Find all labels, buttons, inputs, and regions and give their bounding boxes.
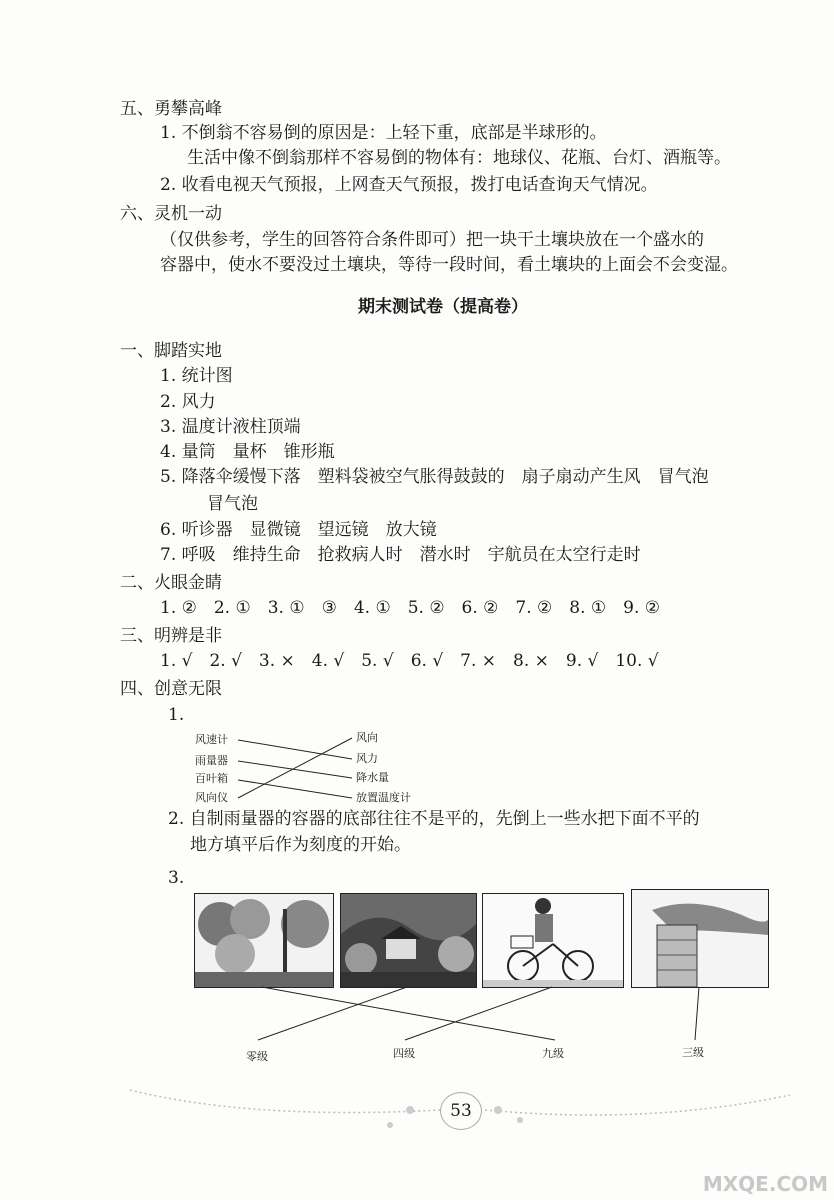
watermark: MXQE.COM bbox=[702, 1172, 828, 1196]
match-left-4: 风向仪 bbox=[195, 791, 228, 804]
match-right-3: 降水量 bbox=[356, 771, 389, 784]
match-right-2: 风力 bbox=[356, 752, 378, 765]
q1-item-4: 4. 量筒 量杯 锥形瓶 bbox=[160, 442, 335, 462]
match-right-1: 风向 bbox=[356, 731, 378, 744]
match-right-4: 放置温度计 bbox=[356, 791, 411, 804]
exam-title: 期末测试卷（提高卷） bbox=[358, 297, 528, 317]
match-left-3: 百叶箱 bbox=[195, 772, 228, 785]
q3-answers: 1. √ 2. √ 3. × 4. √ 5. √ 6. √ 7. × 8. × 9. √ 10. √ bbox=[160, 651, 659, 671]
q1-item-6: 6. 听诊器 显微镜 望远镜 放大镜 bbox=[160, 520, 437, 540]
sec5-line-2: 生活中像不倒翁那样不容易倒的物体有：地球仪、花瓶、台灯、酒瓶等。 bbox=[187, 148, 731, 168]
q3-heading: 三、明辨是非 bbox=[120, 626, 222, 646]
level-label-2: 四级 bbox=[393, 1047, 415, 1060]
level-label-1: 零级 bbox=[246, 1050, 268, 1063]
q1-item-3: 3. 温度计液柱顶端 bbox=[160, 417, 301, 437]
q1-heading: 一、脚踏实地 bbox=[120, 341, 222, 361]
q4-item-1-number: 1. bbox=[168, 705, 185, 725]
q1-item-7: 7. 呼吸 维持生命 抢救病人时 潜水时 宇航员在太空行走时 bbox=[160, 545, 641, 565]
page-number: 53 bbox=[440, 1092, 482, 1130]
sec5-line-3: 2. 收看电视天气预报，上网查天气预报，拨打电话查询天气情况。 bbox=[160, 175, 658, 195]
q4-item-2-line-1: 2. 自制雨量器的容器的底部往往不是平的，先倒上一些水把下面不平的 bbox=[168, 809, 700, 829]
q1-item-2: 2. 风力 bbox=[160, 392, 216, 412]
q1-item-5-cont: 冒气泡 bbox=[207, 494, 258, 514]
match-left-1: 风速计 bbox=[195, 733, 228, 746]
sec6-line-2: 容器中，使水不要没过土壤块，等待一段时间，看土壤块的上面会不会变湿。 bbox=[160, 255, 738, 275]
q2-heading: 二、火眼金睛 bbox=[120, 573, 222, 593]
q4-item-2-line-2: 地方填平后作为刻度的开始。 bbox=[190, 835, 411, 855]
match-left-2: 雨量器 bbox=[195, 754, 228, 767]
section-6-heading: 六、灵机一动 bbox=[120, 204, 222, 224]
level-label-3: 九级 bbox=[542, 1047, 564, 1060]
q4-heading: 四、创意无限 bbox=[120, 679, 222, 699]
sec6-line-1: （仅供参考，学生的回答符合条件即可）把一块干土壤块放在一个盛水的 bbox=[160, 230, 704, 250]
q1-item-5: 5. 降落伞缓慢下落 塑料袋被空气胀得鼓鼓的 扇子扇动产生风 冒气泡 bbox=[160, 467, 709, 487]
section-5-heading: 五、勇攀高峰 bbox=[120, 99, 222, 119]
q4-item-3-number: 3. bbox=[168, 868, 185, 888]
q2-answers: 1. ② 2. ① 3. ① ③ 4. ① 5. ② 6. ② 7. ② 8. ① 9. ② bbox=[160, 598, 661, 618]
q1-item-1: 1. 统计图 bbox=[160, 366, 233, 386]
sec5-line-1: 1. 不倒翁不容易倒的原因是：上轻下重，底部是半球形的。 bbox=[160, 123, 607, 143]
level-label-4: 三级 bbox=[682, 1046, 704, 1059]
